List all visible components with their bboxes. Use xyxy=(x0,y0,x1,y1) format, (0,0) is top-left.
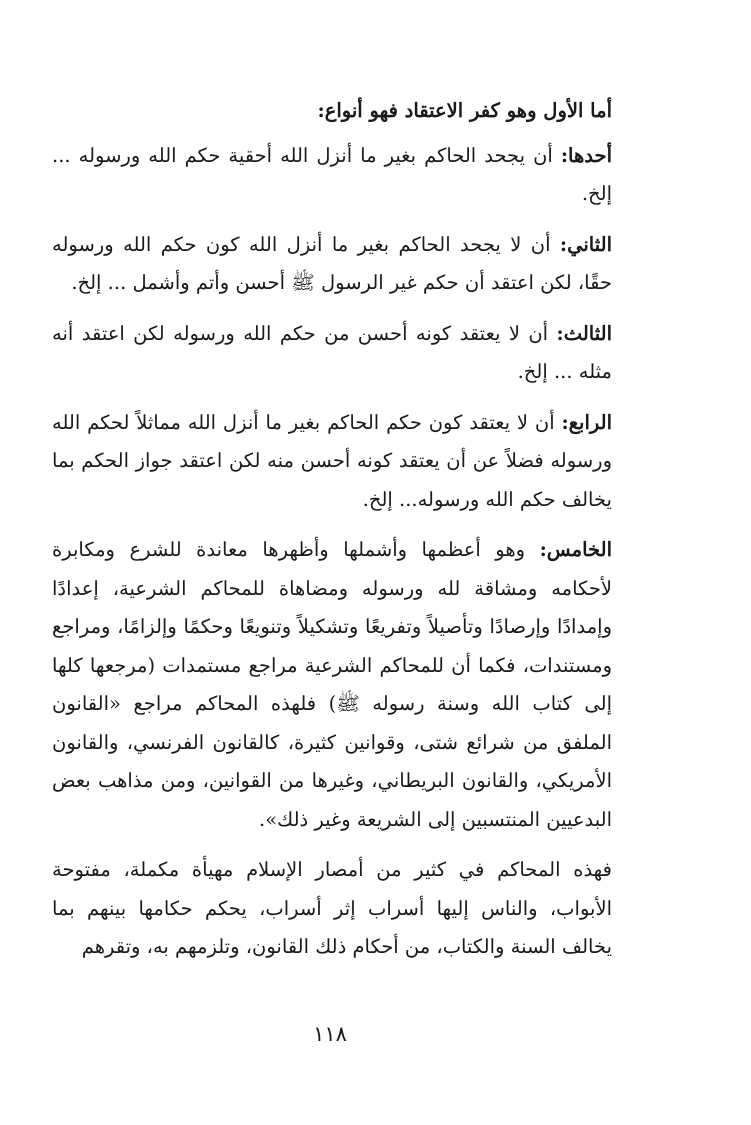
page-number: ١١٨ xyxy=(313,1022,347,1046)
paragraph-lead: الثالث: xyxy=(556,321,612,345)
paragraph-continuation xyxy=(52,851,612,967)
paragraph-lead: الرابع: xyxy=(561,410,612,434)
page-body xyxy=(52,92,612,979)
paragraph-text: أن لا يعتقد كونه أحسن من حكم الله ورسوله لكن اعتقد أنه مثله ... إلخ. xyxy=(52,321,612,383)
paragraph-lead: الخامس: xyxy=(539,538,612,561)
paragraph-text: أن لا يجحد الحاكم بغير ما أنزل الله كون حكم الله ورسوله حقًا، لكن اعتقد أن حكم غير الرسول ﷺ أحسن وأتم وأشمل ... إلخ. xyxy=(52,232,612,294)
paragraph-second xyxy=(52,226,612,303)
paragraph-text: أن لا يعتقد كون حكم الحاكم بغير ما أنزل الله مماثلاً لحكم الله ورسوله فضلاً عن أن يعتقد كونه أحسن منه لكن اعتقد جواز الحكم بما يخالف حكم الله ورسوله... إلخ. xyxy=(52,410,612,511)
paragraph-fifth xyxy=(52,531,612,839)
paragraph-text: فهذه المحاكم في كثير من أمصار الإسلام مهيأة مكملة، مفتوحة الأبواب، والناس إليها أسراب إثر أسراب، يحكم حكامها بينهم بما يخالف السنة والكتاب، من أحكام ذلك القانون، وتلزمهم به، وتقرهم xyxy=(52,858,612,958)
paragraph-third xyxy=(52,315,612,392)
paragraph-text: أن يجحد الحاكم بغير ما أنزل الله أحقية حكم الله ورسوله ... إلخ. xyxy=(52,143,612,205)
paragraph-first xyxy=(52,137,612,214)
section-intro: أما الأول وهو كفر الاعتقاد فهو أنواع: xyxy=(317,99,612,122)
paragraph-fourth xyxy=(52,404,612,520)
paragraph-lead: الثاني: xyxy=(559,232,612,256)
paragraph-text: وهو أعظمها وأشملها وأظهرها معاندة للشرع ومكابرة لأحكامه ومشاقة لله ورسوله ومضاهاة للمحاكم الشرعية، إعدادًا وإمدادًا وإرصادًا وتأصيلاً وتفريعًا وتشكيلاً وتنويعًا وحكمًا وإلزامًا، ومراجع ومستندات، فكما أن للمحاكم الشرعية مراجع مستمدات (مرجعها كلها إلى كتاب الله وسنة رسوله ﷺ) فلهذه المحاكم مراجع «القانون الملفق من شرائع شتى، وقوانين كثيرة، كالقانون الفرنسي، والقانون الأمريكي، والقانون البريطاني، وغيرها من القوانين، ومن مذاهب بعض البدعيين المنتسبين إلى الشريعة وغير ذلك». xyxy=(52,538,612,831)
paragraph-lead: أحدها: xyxy=(560,143,612,167)
